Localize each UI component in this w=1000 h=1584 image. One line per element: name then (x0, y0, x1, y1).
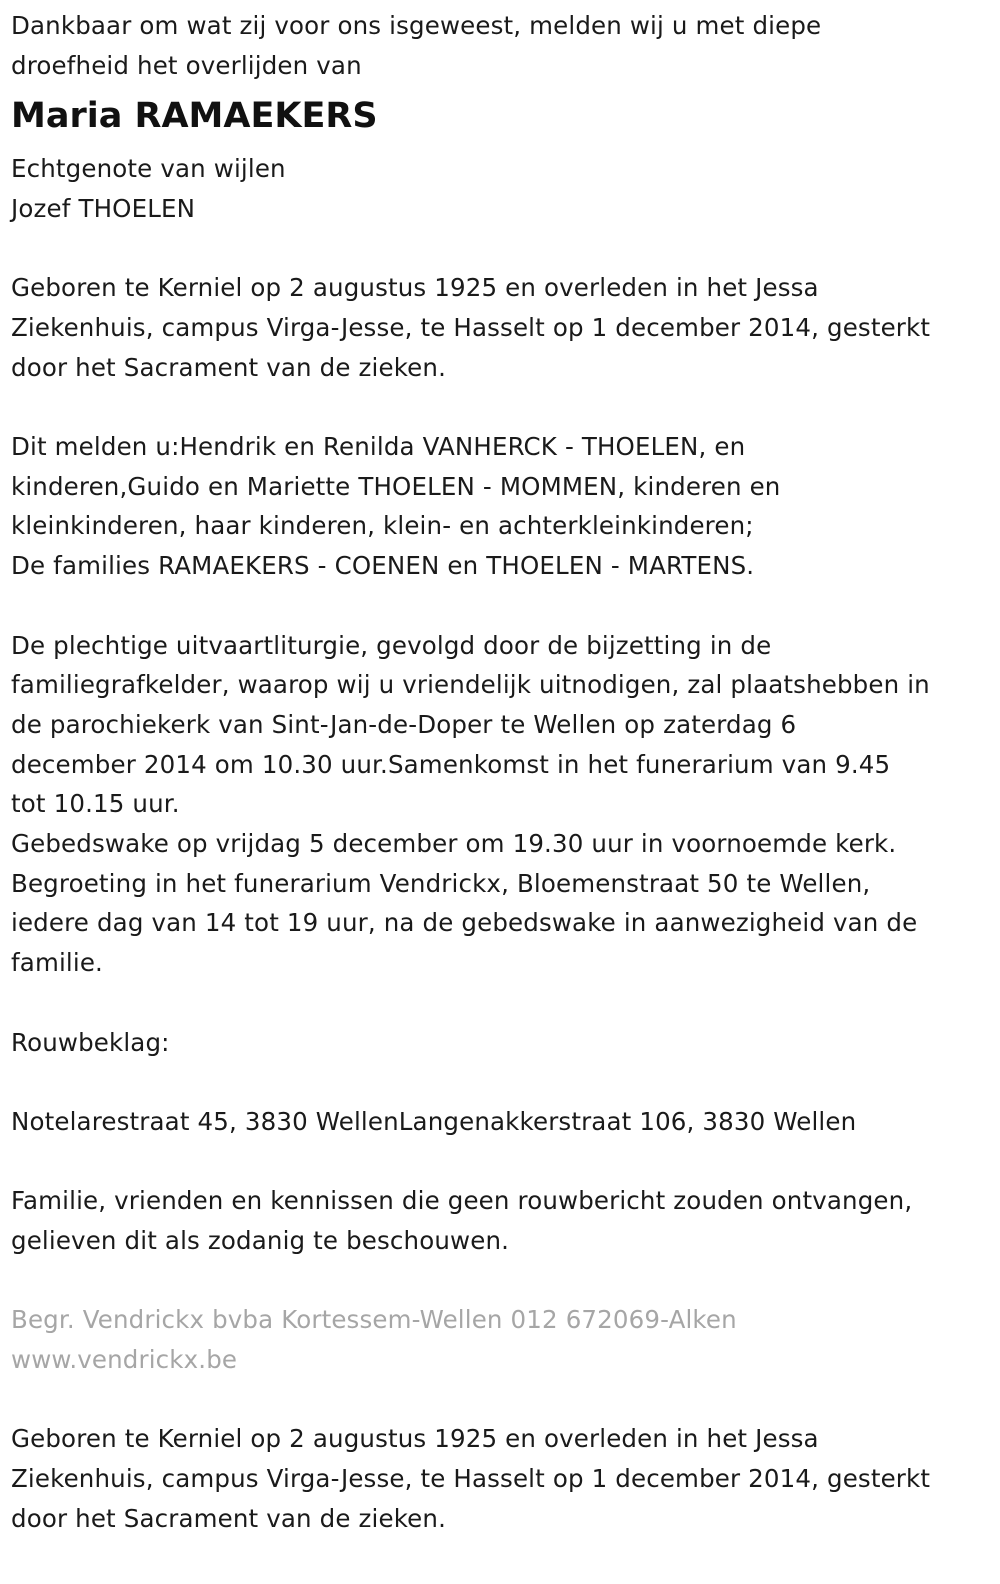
notice-line: Familie, vrienden en kennissen die geen rouwbericht zouden ontvangen, (11, 1186, 913, 1216)
spacer (11, 229, 989, 269)
birth-death-paragraph (11, 268, 989, 387)
ceremony-line: Begroeting in het funerarium Vendrickx, Bloemenstraat 50 te Wellen, (11, 868, 871, 898)
birth-death-line: door het Sacrament van de zieken. (11, 1503, 447, 1533)
spacer (11, 1062, 989, 1102)
relation-paragraph (11, 149, 989, 228)
ceremony-line: familiegrafkelder, waarop wij u vriendelijk uitnodigen, zal plaatshebben in (11, 670, 930, 700)
deceased-name: Maria RAMAEKERS (11, 96, 378, 137)
intro-paragraph (11, 6, 989, 85)
ceremony-line: Gebedswake op vrijdag 5 december om 19.30 uur in voornoemde kerk. (11, 829, 897, 859)
intro-line: droefheid het overlijden van (11, 50, 362, 80)
ceremony-line: familie. (11, 948, 103, 978)
relation-line: Echtgenote van wijlen (11, 154, 286, 184)
spacer (11, 1142, 989, 1182)
ceremony-line: december 2014 om 10.30 uur.Samenkomst in het funerarium van 9.45 (11, 749, 891, 779)
birth-death-line: Geboren te Kerniel op 2 augustus 1925 en overleden in het Jessa (11, 1424, 819, 1454)
ceremony-line: De plechtige uitvaartliturgie, gevolgd door de bijzetting in de (11, 630, 772, 660)
spacer (11, 983, 989, 1023)
ceremony-paragraph (11, 626, 989, 983)
birth-death-line: Ziekenhuis, campus Virga-Jesse, te Hasselt op 1 december 2014, gesterkt (11, 1464, 931, 1494)
spacer (11, 1380, 989, 1420)
family-line: kinderen,Guido en Mariette THOELEN - MOMMEN, kinderen en (11, 471, 781, 501)
family-paragraph (11, 427, 989, 586)
undertaker-website: www.vendrickx.be (11, 1345, 238, 1375)
addresses: Notelarestraat 45, 3830 WellenLangenakkerstraat 106, 3830 Wellen (11, 1106, 857, 1136)
notice-paragraph (11, 1181, 989, 1260)
family-line: De families RAMAEKERS - COENEN en THOELEN - MARTENS. (11, 551, 755, 581)
condolence-label: Rouwbeklag: (11, 1027, 170, 1057)
birth-death-paragraph-repeat (11, 1419, 989, 1538)
intro-line: Dankbaar om wat zij voor ons isgeweest, melden wij u met diepe (11, 11, 822, 40)
ceremony-line: de parochiekerk van Sint-Jan-de-Doper te Wellen op zaterdag 6 (11, 709, 797, 739)
notice-line: gelieven dit als zodanig te beschouwen. (11, 1226, 510, 1255)
birth-death-line: Ziekenhuis, campus Virga-Jesse, te Hasselt op 1 december 2014, gesterkt (11, 312, 931, 342)
relation-line: Jozef THOELEN (11, 193, 196, 223)
spacer (11, 387, 989, 427)
spacer (11, 586, 989, 626)
ceremony-line: tot 10.15 uur. (11, 789, 180, 819)
undertaker-line: Begr. Vendrickx bvba Kortessem-Wellen 012 672069-Alken (11, 1305, 737, 1335)
family-line: Dit melden u:Hendrik en Renilda VANHERCK - THOELEN, en (11, 432, 746, 461)
ceremony-line: iedere dag van 14 tot 19 uur, na de gebedswake in aanwezigheid van de (11, 908, 918, 938)
undertaker-paragraph (11, 1300, 989, 1379)
family-line: kleinkinderen, haar kinderen, klein- en achterkleinkinderen; (11, 511, 754, 541)
birth-death-line: Geboren te Kerniel op 2 augustus 1925 en overleden in het Jessa (11, 273, 819, 303)
birth-death-line: door het Sacrament van de zieken. (11, 352, 447, 382)
spacer (11, 1261, 989, 1301)
